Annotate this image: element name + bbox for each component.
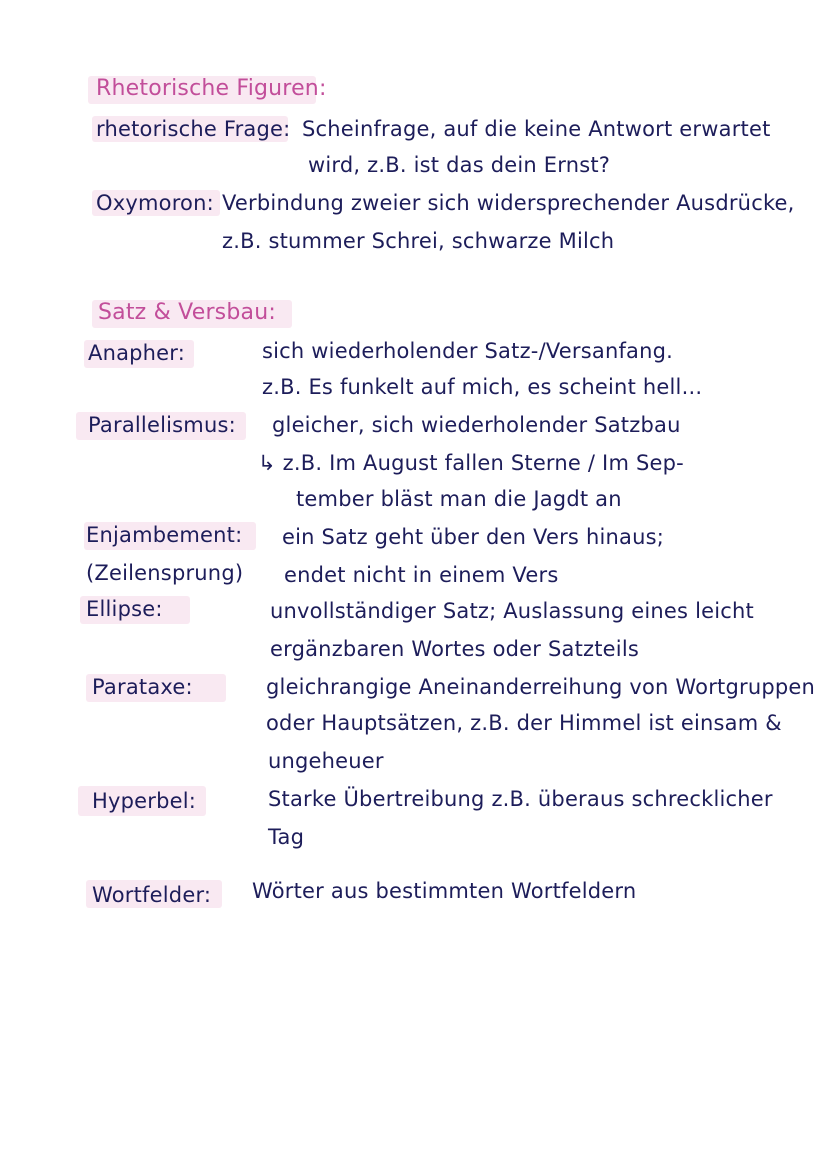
definition-line: unvollständiger Satz; Auslassung eines leicht — [270, 599, 754, 623]
definition-line: Tag — [268, 825, 305, 849]
section-heading-rhetorical: Rhetorische Figuren: — [96, 76, 327, 101]
definition-line: oder Hauptsätzen, z.B. der Himmel ist einsam & — [266, 711, 782, 735]
definition-line: gleichrangige Aneinanderreihung von Wortgruppen — [266, 675, 816, 699]
definition-line: endet nicht in einem Vers — [284, 563, 559, 587]
definition-line: z.B. stummer Schrei, schwarze Milch — [222, 229, 615, 253]
term-rhetorical-question: rhetorische Frage: — [96, 117, 291, 141]
definition-line: gleicher, sich wiederholender Satzbau — [272, 413, 681, 437]
term-enjambement: Enjambement: — [86, 523, 243, 547]
definition-line: Wörter aus bestimmten Wortfeldern — [252, 879, 637, 903]
definition-line: ergänzbaren Wortes oder Satzteils — [270, 637, 640, 661]
definition-line: Starke Übertreibung z.B. überaus schrecklicher — [268, 787, 773, 811]
definition-line: Verbindung zweier sich widersprechender Ausdrücke, — [222, 191, 795, 215]
term-ellipse: Ellipse: — [86, 597, 163, 621]
definition-line: ein Satz geht über den Vers hinaus; — [282, 525, 664, 549]
definition-line: Scheinfrage, auf die keine Antwort erwartet — [302, 117, 771, 141]
definition-line: z.B. Es funkelt auf mich, es scheint hell... — [262, 375, 703, 399]
term-hyperbel: Hyperbel: — [92, 789, 197, 813]
term-anapher: Anapher: — [88, 341, 186, 365]
term-enjambement-sub: (Zeilensprung) — [86, 561, 244, 585]
definition-line: ungeheuer — [268, 749, 384, 773]
definition-line: tember bläst man die Jagdt an — [296, 487, 622, 511]
section-heading-syntax: Satz & Versbau: — [98, 300, 276, 325]
term-parataxe: Parataxe: — [92, 675, 193, 699]
term-oxymoron: Oxymoron: — [96, 191, 214, 215]
term-wortfelder: Wortfelder: — [92, 883, 212, 907]
definition-line: ↳ z.B. Im August fallen Sterne / Im Sep- — [258, 451, 684, 475]
definition-line: wird, z.B. ist das dein Ernst? — [308, 153, 611, 177]
term-parallelismus: Parallelismus: — [88, 413, 236, 437]
definition-line: sich wiederholender Satz-/Versanfang. — [262, 339, 674, 363]
